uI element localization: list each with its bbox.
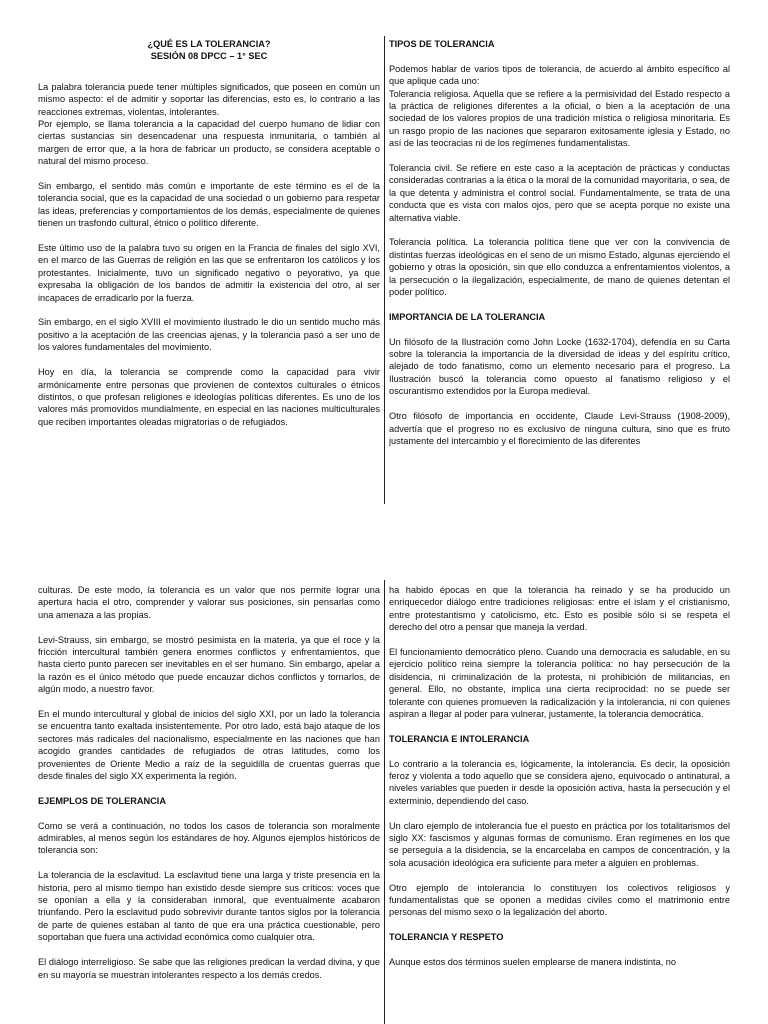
column-divider [384, 580, 385, 1024]
paragraph: Tolerancia religiosa. Aquella que se refiere a la permisividad del Estado respecto a la práctica de religiones diferentes a la oficial, o bien a la aceptación de una sociedad de los valores propios de una tradición mística o religiosa minoritaria. Es un rasgo propio de las naciones que separaron exitosamente iglesia y Estado, no así de las teocracias ni de los regímenes fundamentalistas. [389, 88, 730, 149]
page-gap [0, 504, 768, 580]
paragraph: Otro ejemplo de intolerancia lo constituyen los colectivos religiosos y fundamentalistas que se oponen a medidas civiles como el matrimonio entre personas del mismo sexo o la legalización del aborto. [389, 882, 730, 918]
paragraph: Levi-Strauss, sin embargo, se mostró pesimista en la materia, ya que el roce y la fricción intercultural también genera enormes conflictos y enfrentamientos, que hasta cierto punto parecen ser inevitables en el ser humano. Sin embargo, apelar a la razón es el único método que puede encauzar dichos conflictos y tornarlos, de algún modo, a nuestro favor. [38, 634, 380, 695]
paragraph: Como se verá a continuación, no todos los casos de tolerancia son moralmente admirables, al menos según los estándares de hoy. Algunos ejemplos históricos de tolerancia son: [38, 820, 380, 856]
page-1-right-column [389, 0, 730, 504]
page-1 [0, 0, 768, 504]
paragraph: Lo contrario a la tolerancia es, lógicamente, la intolerancia. Es decir, la oposición feroz y violenta a todo aquello que se considera ajeno, equivocado o antinatural, a niveles variables que pueden ir desde la oposición activa, hasta la persecución y el exterminio, dependiendo del caso. [389, 758, 730, 806]
paragraph: Otro filósofo de importancia en occidente, Claude Levi-Strauss (1908-2009), advertía que el progreso no es exclusivo de ninguna cultura, sino que es fruto justamente del intercambio y el florecimiento de las diferentes [389, 411, 730, 446]
paragraph: El diálogo interreligioso. Se sabe que las religiones predican la verdad divina, y que en su mayoría se muestran intolerantes respecto a los demás credos. [38, 957, 380, 980]
paragraph: En el mundo intercultural y global de inicios del siglo XXI, por un lado la tolerancia se encuentra tanto exaltada insistentemente. Por otro lado, está bajo ataque de los sectores más radicales del nacionalismo, especialmente en las naciones que han acogido grandes cantidades de refugiados de otras latitudes, como los provenientes de Oriente Medio a raíz de la seguidilla de cruentas guerras que desde finales del siglo XX experimenta la región. [38, 709, 380, 782]
paragraph: Por ejemplo, se llama tolerancia a la capacidad del cuerpo humano de lidiar con ciertas sustancias sin desencadenar una respuesta inmunitaria, o también al margen de error que, a la hora de fabricar un producto, se considera aceptable o natural del mismo proceso. [38, 119, 380, 167]
paragraph: ha habido épocas en que la tolerancia ha reinado y se ha producido un enriquecedor diálogo entre tradiciones religiosas: entre el islam y el cristianismo, entre protestantismo y catolicismo, etc. Esto es posible sólo si se respeta el derecho del otro a pensar que maneja la verdad. [389, 585, 730, 633]
section-heading: TOLERANCIA E INTOLERANCIA [389, 733, 530, 744]
paragraph: Hoy en día, la tolerancia se comprende como la capacidad para vivir armónicamente entre personas que provienen de contextos culturales o étnicos distintos, o que profesan religiones e ideologías políticas diferentes. Es uno de los valores más promovidos mundialmente, en especial en las naciones multiculturales que reciben importantes oleadas migratorias o de refugiados. [38, 367, 380, 427]
paragraph: Aunque estos dos términos suelen emplearse de manera indistinta, no [389, 957, 677, 968]
section-heading: IMPORTANCIA DE LA TOLERANCIA [389, 311, 546, 322]
paragraph: culturas. De este modo, la tolerancia es un valor que nos permite lograr una apertura hacia el otro, comprender y valorar sus posiciones, sin pensarlas como una amenaza a las propias. [38, 585, 380, 620]
paragraph: Tolerancia política. La tolerancia política tiene que ver con la convivencia de distintas fuerzas ideológicas en el seno de un mismo Estado, algunas ejerciendo el gobierno y otras la oposición, sin que ello conduzca a enfrentamientos violentos, a la persecución o la ilegalización, especialmente, de mano de quienes detentan el poder político. [389, 237, 730, 298]
page-2-right-column [389, 580, 730, 1024]
section-heading: TOLERANCIA Y RESPETO [389, 932, 504, 943]
paragraph: Tolerancia civil. Se refiere en este caso a la aceptación de prácticas y conductas consideradas contrarias a la ética o la moral de la comunidad mayoritaria, o sea, de la que detenta y administra el control social. Fundamentalmente, se trata de una conducta que es vista con malos ojos, pero que se acepta porque no existe una alternativa viable. [389, 163, 730, 223]
title-line-2: SESIÓN 08 DPCC – 1° SEC [150, 51, 268, 62]
paragraph: La palabra tolerancia puede tener múltiples significados, que poseen en común un mismo aspecto: el de admitir y soportar las diferencias, esto es, lo contrario a las reacciones extremas, violentas, intolerantes. [38, 81, 380, 117]
paragraph: Sin embargo, en el siglo XVIII el movimiento ilustrado le dio un sentido mucho más positivo a la aceptación de las creencias ajenas, y la tolerancia pasó a ser uno de los valores fundamentales del movimiento. [38, 317, 380, 353]
column-divider [384, 36, 385, 504]
paragraph: Un claro ejemplo de intolerancia fue el puesto en práctica por los totalitarismos del siglo XX: fascismos y algunas formas de comunismo. Eran regímenes en los que se perseguía a la disidencia, se la encarcelaba en campos de concentración, y la sola acusación ideológica era suficiente para meter a alguien en problemas. [389, 820, 730, 868]
paragraph: Este último uso de la palabra tuvo su origen en la Francia de finales del siglo XVI, en el marco de las Guerras de religión en las que se enfrentaron los católicos y los protestantes. Inicialmente, tuvo un significado negativo o peyorativo, ya que expresaba la obligación de los bandos de admitir la existencia del otro, al ser incapaces de erradicarlo por la fuerza. [38, 243, 380, 303]
page-1-left-column [38, 0, 380, 504]
paragraph: La tolerancia de la esclavitud. La esclavitud tiene una larga y triste presencia en la historia, pero al mismo tiempo han existido desde siempre sus críticos: voces que se oponían a ella y la consideraban inmoral, que eventualmente acabaron triunfando. Pero la esclavitud pudo sobrevivir durante tantos siglos por la tolerancia de parte de quienes estaban al tanto de que era una práctica cuestionable, pero soportaban que fuera una actividad económica como cualquier otra. [38, 870, 380, 943]
paragraph: Podemos hablar de varios tipos de tolerancia, de acuerdo al ámbito específico al que aplique cada uno: [389, 63, 730, 87]
paragraph: Un filósofo de la Ilustración como John Locke (1632-1704), defendía en su Carta sobre la tolerancia la importancia de la diversidad de ideas y del espíritu crítico, alejado de todo fanatismo, como un elemento necesario para el progreso. La Ilustración buscó la tolerancia como opuesto al fanatismo religioso y el oscurantismo extendidos por la Europa medieval. [389, 336, 730, 397]
paragraph: Sin embargo, el sentido más común e importante de este término es el de la tolerancia social, que es la capacidad de una sociedad o un gobierno para respetar las ideas, preferencias y comportamientos de los demás, especialmente de quienes tienen un trasfondo cultural, étnico o político diferente. [38, 181, 380, 229]
section-heading: EJEMPLOS DE TOLERANCIA [38, 795, 166, 806]
page-2 [0, 580, 768, 1024]
section-heading: TIPOS DE TOLERANCIA [389, 39, 495, 49]
page-2-left-column [38, 580, 380, 1024]
paragraph: El funcionamiento democrático pleno. Cuando una democracia es saludable, en su ejercicio político reina siempre la tolerancia política: no hay persecución de la disidencia, ni criminalización de la protesta, ni prohibición de militancias, en general. Ello, no obstante, implica una cierta reciprocidad: no se puede ser tolerante con quienes promueven la radicalización y la intolerancia, ni con quienes aspiran a llegar al poder para vulnerar, justamente, la tolerancia democrática. [389, 647, 730, 720]
title-line-1: ¿QUÉ ES LA TOLERANCIA? [147, 39, 271, 49]
document-title [38, 38, 380, 63]
